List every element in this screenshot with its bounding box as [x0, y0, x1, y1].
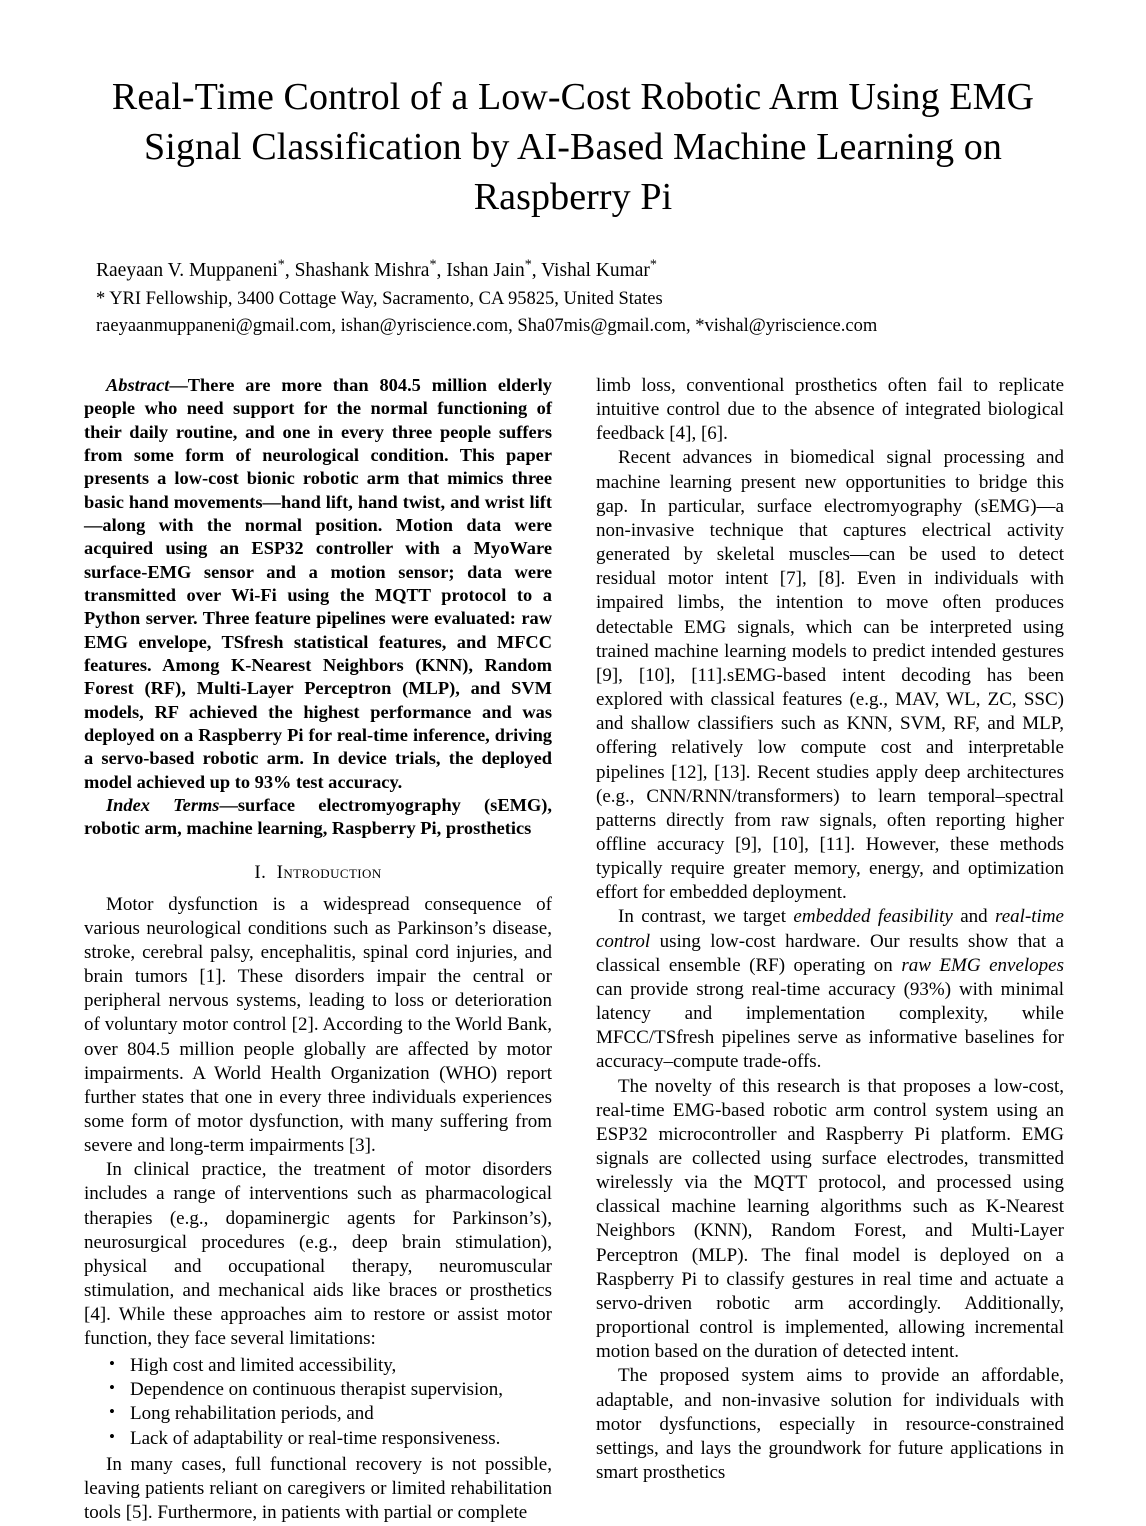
list-item: • Long rehabilitation periods, and: [128, 1402, 552, 1426]
intro-paragraph-3: In many cases, full functional recovery is not possible, leaving patients reliant on caregivers or limited rehabilitation tools [5]. Furthermore, in patients with partial or complete: [84, 1454, 552, 1524]
author-affiliation-marker: *: [277, 256, 285, 273]
abstract-label: Abstract: [106, 375, 170, 395]
section-title: Introduction: [276, 861, 382, 883]
list-item: • Lack of adaptability or real-time responsiveness.: [128, 1427, 552, 1451]
right-paragraph-3: [596, 905, 1064, 1074]
abstract-text: There are more than 804.5 million elderly people who need support for the normal functioning of their daily routine, and one in every three people suffers from some form of neurological condition. This paper presents a low-cost bionic robotic arm that mimics three basic hand movements—hand lift, hand twist, and wrist lift—along with the normal position. Motion data were acquired using an ESP32 controller with a MyoWare surface-EMG sensor and a motion sensor; data were transmitted over Wi-Fi using the MQTT protocol to a Python server. Three feature pipelines were evaluated: raw EMG envelope, TSfresh statistical features, and MFCC features. Among K-Nearest Neighbors (KNN), Random Forest (RF), Multi-Layer Perceptron (MLP), and SVM models, RF achieved the highest performance and was deployed on a Raspberry Pi for real-time inference, driving a servo-based robotic arm. In device trials, the deployed model achieved up to 93% test accuracy.: [84, 375, 552, 792]
title-block: [0, 0, 1146, 341]
section-numeral: I.: [254, 861, 267, 883]
index-terms-text: surface electromyography (sEMG), robotic arm, machine learning, Raspberry Pi, prosthetics: [84, 794, 552, 839]
rp3-text-d: can provide strong real-time accuracy (93%) with minimal latency and implementation complexity, while MFCC/TSfresh pipelines serve as informative baselines for accuracy–compute trade-offs.: [596, 978, 1064, 1073]
index-terms-label: Index Terms: [106, 794, 220, 815]
rp3-emphasis-real-time-control: real-time control: [596, 906, 1064, 952]
right-paragraph-2: Recent advances in biomedical signal processing and machine learning present new opportunities to bridge this gap. In particular, surface electromyography (sEMG)—a non-invasive technique that captures electrical activity generated by skeletal muscles—can be used to detect residual motor intent [7], [8]. Even in individuals with impaired limbs, the intention to move often produces detectable EMG signals, which can be interpreted using trained machine learning models to predict intended gestures [9], [10], [11].sEMG-based intent decoding has been explored with classical features (e.g., MAV, WL, ZC, SSC) and shallow classifiers such as KNN, SVM, RF, and MLP, offering relatively low compute cost and interpretable pipelines [12], [13]. Recent studies apply deep architectures (e.g., CNN/RNN/transformers) to learn temporal–spectral patterns directly from raw signals, often reporting higher offline accuracy [9], [10], [11]. However, these methods typically require greater memory, energy, and optimization effort for embedded deployment.: [596, 447, 1064, 904]
abstract-paragraph: [84, 374, 552, 794]
abstract-dash: —: [169, 375, 188, 395]
author-list: Raeyaan V. Muppaneni*, Shashank Mishra*, Ishan Jain*, Vishal Kumar*: [96, 256, 657, 282]
limitations-list: [84, 1354, 552, 1452]
intro-paragraph-1: Motor dysfunction is a widespread consequence of various neurological conditions such as Parkinson’s disease, stroke, cerebral palsy, encephalitis, spinal cord injuries, and brain tumors [1]. These disorders impair the central or peripheral nervous systems, leading to loss or deterioration of voluntary motor control [2]. According to the World Bank, over 804.5 million people globally are affected by motor impairments. A World Health Organization (WHO) report further states that one in every three individuals experiences some form of motor dysfunction, with many suffering from severe and long-term impairments [3].: [84, 893, 552, 1157]
rp3-text-c: using low-cost hardware. Our results show that a classical ensemble (RF) operating on: [596, 930, 1064, 976]
page-title: Real-Time Control of a Low-Cost Robotic Arm Using EMG Signal Classification by AI-Based Machine Learning on Raspberry Pi: [111, 76, 1035, 219]
rp3-emphasis-embedded-feasibility: embedded feasibility: [793, 906, 953, 928]
author-affiliation-marker: *: [524, 256, 532, 273]
right-column: [596, 374, 1064, 1484]
list-item: • High cost and limited accessibility,: [128, 1354, 552, 1378]
left-column: [84, 374, 552, 1524]
rp3-text-b: and: [952, 906, 996, 928]
authors-block: [96, 256, 1050, 341]
right-paragraph-4: The novelty of this research is that proposes a low-cost, real-time EMG-based robotic arm control system using an ESP32 microcontroller and Raspberry Pi platform. EMG signals are collected using surface electrodes, transmitted wirelessly via the MQTT protocol, and processed using classical machine learning algorithms such as K-Nearest Neighbors (KNN), Random Forest, and Multi-Layer Perceptron (MLP). The final model is deployed on a Raspberry Pi to classify gestures in real time and actuate a servo-driven robotic arm accordingly. Additionally, proportional control is implemented, allowing incremental motion based on the duration of detected intent.: [596, 1075, 1064, 1363]
intro-paragraph-2: In clinical practice, the treatment of motor disorders includes a range of interventions such as pharmacological therapies (e.g., dopaminergic agents for Parkinson’s), neurosurgical procedures (e.g., deep brain stimulation), physical and occupational therapy, neuromuscular stimulation, and mechanical aids like braces or prosthetics [4]. While these approaches aim to restore or assist motor function, they face several limitations:: [84, 1159, 552, 1350]
right-paragraph-5: The proposed system aims to provide an affordable, adaptable, and non-invasive solution for individuals with motor dysfunctions, especially in resource-constrained settings, and lays the groundwork for future applications in smart prosthetics: [596, 1365, 1064, 1484]
author-affiliation-marker: *: [429, 256, 437, 273]
email-line: raeyaanmuppaneni@gmail.com, ishan@yriscience.com, Sha07mis@gmail.com, *vishal@yriscience.com: [96, 316, 878, 337]
body-columns: [84, 374, 1064, 1524]
rp3-emphasis-raw-emg-envelopes: raw EMG envelopes: [901, 954, 1064, 976]
rp3-text-a: In contrast, we target: [618, 906, 794, 928]
index-terms-paragraph: [84, 794, 552, 841]
right-paragraph-1: limb loss, conventional prosthetics often fail to replicate intuitive control due to the absence of integrated biological feedback [4], [6].: [596, 375, 1064, 445]
list-item: • Dependence on continuous therapist supervision,: [128, 1378, 552, 1402]
affiliation-line: * YRI Fellowship, 3400 Cottage Way, Sacramento, CA 95825, United States: [96, 288, 663, 309]
section-heading-introduction: [84, 862, 552, 884]
author-affiliation-marker: *: [649, 256, 657, 273]
index-terms-dash: —: [219, 794, 238, 815]
